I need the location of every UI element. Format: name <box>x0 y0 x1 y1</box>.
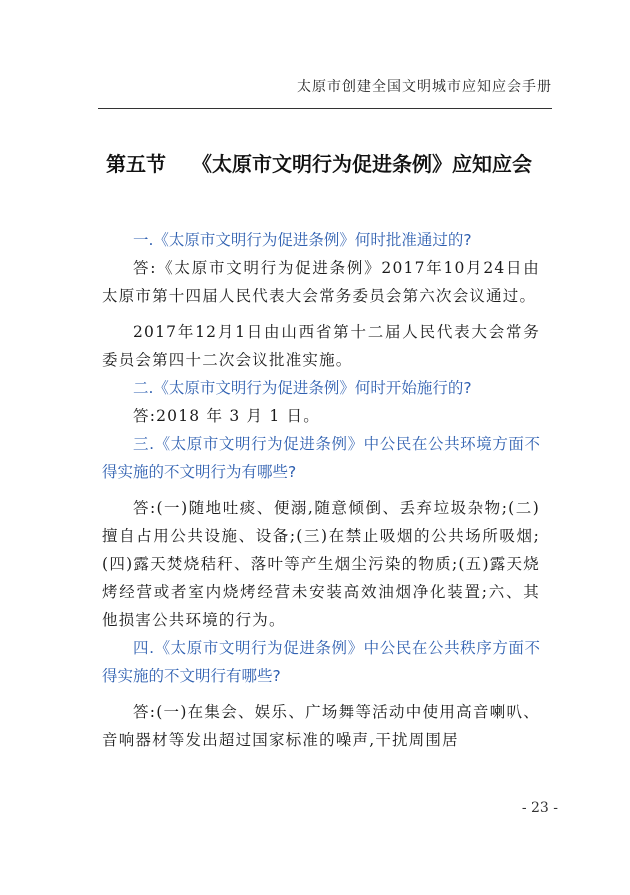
answer-1-paragraph-2: 2017年12月1日由山西省第十二届人民代表大会常务委员会第四十二次会议批准实施。 <box>102 323 540 369</box>
answer-2-paragraph-1: 答:2018 年 3 月 1 日。 <box>133 407 320 425</box>
section-title <box>106 148 576 177</box>
question-4: 四.《太原市文明行为促进条例》中公民在公共秩序方面不得实施的不文明行有哪些? <box>102 639 540 685</box>
question-1: 一.《太原市文明行为促进条例》何时批准通过的? <box>133 231 472 249</box>
section-number: 第五节 <box>106 152 166 176</box>
question-2: 二.《太原市文明行为促进条例》何时开始施行的? <box>133 379 472 397</box>
header-divider <box>98 108 552 109</box>
document-body <box>102 226 540 754</box>
answer-3-paragraph-1: 答:(一)随地吐痰、便溺,随意倾倒、丢弃垃圾杂物;(二)擅自占用公共设施、设备;(三)在禁止吸烟的公共场所吸烟;(四)露天焚烧秸秆、落叶等产生烟尘污染的物质;(五)露天烧烤经营或者室内烧烤经营未安装高效油烟净化装置;六、其他损害公共环境的行为。 <box>102 499 540 629</box>
page-number: - 23 - <box>521 800 558 816</box>
question-3: 三.《太原市文明行为促进条例》中公民在公共环境方面不得实施的不文明行为有哪些? <box>102 435 540 481</box>
answer-4-paragraph-1: 答:(一)在集会、娱乐、广场舞等活动中使用高音喇叭、音响器材等发出超过国家标准的噪声,干扰周围居 <box>102 703 540 749</box>
running-header: 太原市创建全国文明城市应知应会手册 <box>297 79 552 95</box>
answer-1-paragraph-1: 答:《太原市文明行为促进条例》2017年10月24日由太原市第十四届人民代表大会常务委员会第六次会议通过。 <box>102 259 540 305</box>
section-heading: 《太原市文明行为促进条例》应知应会 <box>192 152 532 176</box>
